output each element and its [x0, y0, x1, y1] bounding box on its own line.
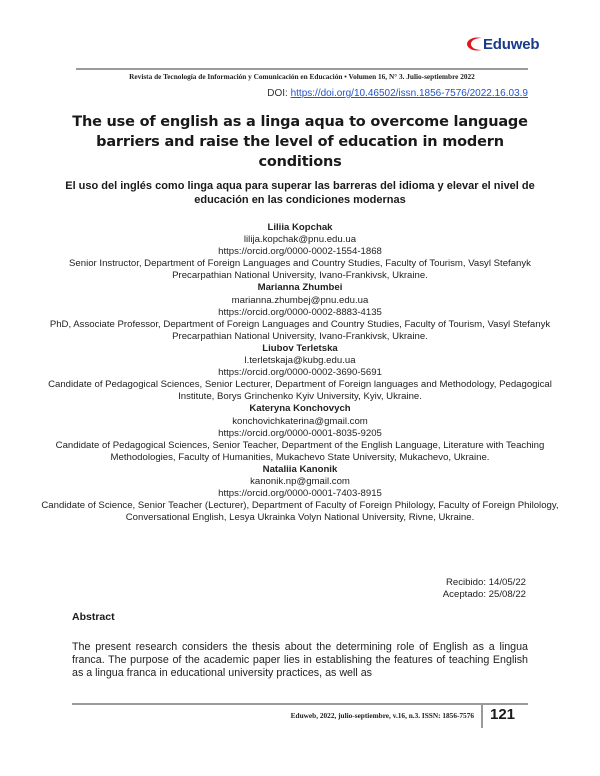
- author-affiliation: Senior Instructor, Department of Foreign Languages and Country Studies, Faculty of Tourism, Vasyl Stefanyk Precarpathian National University, Ivano-Frankivsk, Ukraine.: [69, 258, 531, 282]
- footer-citation: Eduweb, 2022, julio-septiembre, v.16, n.3. ISSN: 1856-7576: [290, 711, 474, 720]
- author-block: [40, 464, 560, 524]
- doi-link[interactable]: https://doi.org/10.46502/issn.1856-7576/2022.16.03.9: [290, 88, 528, 99]
- author-name: Kateryna Konchovych: [249, 403, 351, 415]
- author-email[interactable]: kanonik.np@gmail.com: [250, 475, 350, 487]
- author-orcid[interactable]: https://orcid.org/0000-0002-3690-5691: [218, 367, 382, 379]
- journal-header: Revista de Tecnología de Información y Comunicación en Educación • Volumen 16, N° 3. Julio-septiembre 2022: [129, 72, 475, 81]
- doi-line: [267, 88, 528, 99]
- doi-label: DOI:: [267, 88, 291, 99]
- footer-separator: [481, 704, 483, 728]
- author-email[interactable]: konchovichkaterina@gmail.com: [232, 415, 368, 427]
- eduweb-swoosh-icon: [465, 35, 483, 53]
- author-block: [40, 343, 560, 403]
- paper-subtitle: El uso del inglés como linga aqua para superar las barreras del idioma y elevar el nivel de educación en las condiciones modernas: [65, 180, 535, 206]
- abstract-text: The present research considers the thesis about the determining role of English as a lingua franca. The purpose of the academic paper lies in establishing the features of teaching English as a lingua franca in educational university practices, as well as: [72, 641, 528, 679]
- author-affiliation: Candidate of Pedagogical Sciences, Senior Teacher, Department of the English Language, Literature with Teaching Methodologies, Faculty of Humanities, Mukachevo State University, Mukachevo, Ukraine.: [55, 439, 545, 463]
- author-block: [40, 403, 560, 463]
- author-affiliation: Candidate of Pedagogical Sciences, Senior Lecturer, Department of Foreign languages and Methodology, Pedagogical Institute, Borys Grinchenko Kyiv University, Kyiv, Ukraine.: [48, 379, 552, 403]
- author-orcid[interactable]: https://orcid.org/0000-0001-8035-9205: [218, 427, 382, 439]
- author-email[interactable]: l.terletskaja@kubg.edu.ua: [244, 355, 356, 367]
- author-list: [40, 222, 560, 524]
- accepted-date: Aceptado: 25/08/22: [442, 589, 526, 600]
- author-orcid[interactable]: https://orcid.org/0000-0001-7403-8915: [218, 488, 382, 500]
- author-orcid[interactable]: https://orcid.org/0000-0002-8883-4135: [218, 306, 382, 318]
- author-name: Marianna Zhumbei: [257, 282, 343, 294]
- logo-text: Eduweb: [483, 35, 540, 53]
- eduweb-logo: [465, 34, 539, 54]
- author-affiliation: Candidate of Science, Senior Teacher (Lecturer), Department of Faculty of Foreign Philology, Faculty of Foreign Philology, Conversational English, Lesya Ukrainka Volyn National University, Rivne, Ukraine.: [41, 500, 559, 524]
- author-name: Liliia Kopchak: [267, 222, 333, 233]
- author-email[interactable]: marianna.zhumbej@pnu.edu.ua: [231, 294, 369, 306]
- paper-title: The use of english as a linga aqua to overcome language barriers and raise the level of education in modern conditions: [72, 114, 528, 170]
- page-number: 121: [490, 706, 516, 723]
- received-date: Recibido: 14/05/22: [445, 577, 526, 588]
- author-name: Nataliia Kanonik: [262, 463, 338, 475]
- author-affiliation: PhD, Associate Professor, Department of Foreign Languages and Country Studies, Faculty of Tourism, Vasyl Stefanyk Precarpathian National University, Ivano-Frankivsk, Ukraine.: [49, 318, 551, 342]
- footer-divider: [72, 703, 528, 705]
- author-orcid[interactable]: https://orcid.org/0000-0002-1554-1868: [218, 246, 382, 258]
- submission-dates: [443, 577, 526, 601]
- author-name: Liubov Terletska: [262, 342, 338, 354]
- author-block: [40, 282, 560, 342]
- abstract-heading: Abstract: [72, 611, 115, 623]
- header-divider: [76, 68, 528, 70]
- author-email[interactable]: lilija.kopchak@pnu.edu.ua: [243, 234, 357, 246]
- author-block: [40, 222, 560, 282]
